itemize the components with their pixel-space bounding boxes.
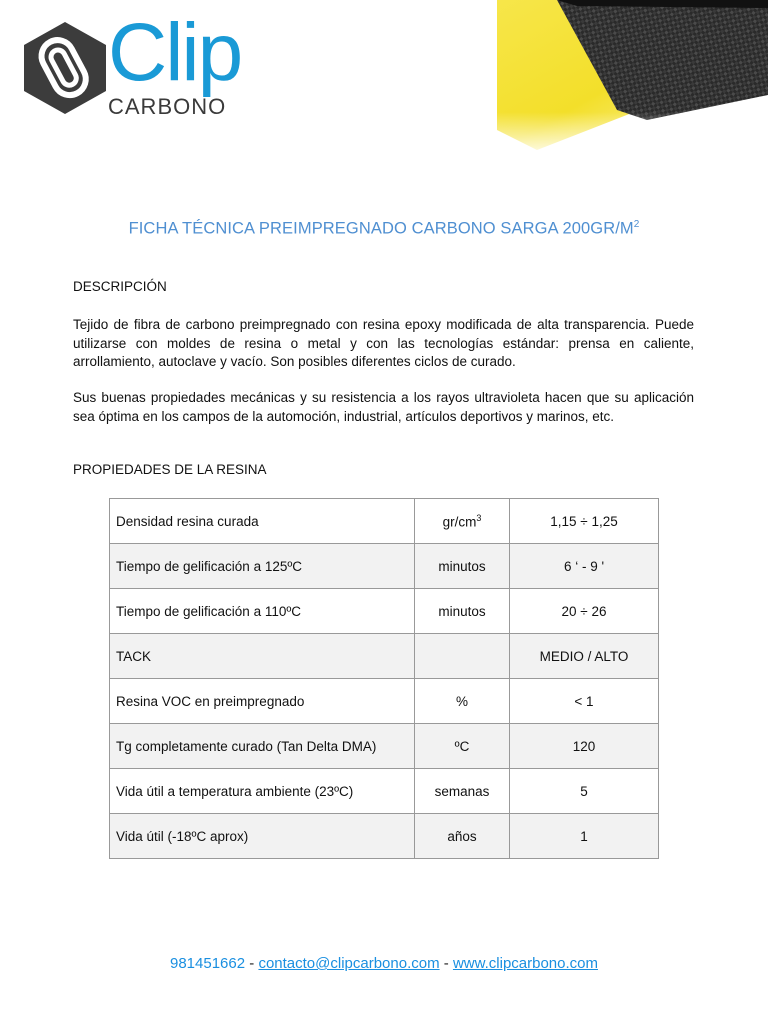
table-row: [110, 634, 659, 679]
table-row: [110, 724, 659, 769]
footer-contact: [0, 955, 768, 972]
footer-email-link[interactable]: contacto@clipcarbono.com: [258, 955, 440, 972]
property-unit: [415, 634, 510, 679]
property-name: Resina VOC en preimpregnado: [110, 679, 415, 724]
property-name: Tiempo de gelificación a 110ºC: [110, 589, 415, 634]
property-name: Densidad resina curada: [110, 499, 415, 544]
table-row: [110, 769, 659, 814]
property-unit: años: [415, 814, 510, 859]
paperclip-icon: [20, 20, 110, 116]
table-row: [110, 499, 659, 544]
property-name: Tg completamente curado (Tan Delta DMA): [110, 724, 415, 769]
properties-heading: PROPIEDADES DE LA RESINA: [73, 462, 267, 477]
property-value: < 1: [510, 679, 659, 724]
description-paragraph-1: Tejido de fibra de carbono preimpregnado con resina epoxy modificada de alta transparencia. Puede utilizarse con moldes de resina o metal y con las tecnologías estándar: prensa en caliente, arrollamiento, autoclave y vacío. Son posibles diferentes ciclos de curado.: [73, 317, 694, 369]
property-unit: ºC: [415, 724, 510, 769]
brand-logo: [20, 7, 290, 119]
property-value: 5: [510, 769, 659, 814]
table-row: [110, 544, 659, 589]
property-name: Vida útil a temperatura ambiente (23ºC): [110, 769, 415, 814]
property-value: 20 ÷ 26: [510, 589, 659, 634]
description-paragraph-2: Sus buenas propiedades mecánicas y su resistencia a los rayos ultravioleta hacen que su aplicación sea óptima en los campos de la automoción, industrial, artículos deportivos y marinos, etc.: [73, 390, 694, 424]
property-name: Tiempo de gelificación a 125ºC: [110, 544, 415, 589]
footer-separator: -: [249, 955, 255, 972]
footer-website-link[interactable]: www.clipcarbono.com: [452, 955, 598, 972]
property-unit: $gr/cm^3$: [415, 499, 510, 544]
brand-subname: CARBONO: [108, 94, 227, 119]
brand-name: Clip: [108, 7, 242, 98]
property-value: 1: [510, 814, 659, 859]
description-heading: DESCRIPCIÓN: [73, 279, 167, 294]
property-value: 120: [510, 724, 659, 769]
property-name: Vida útil (-18ºC aprox): [110, 814, 415, 859]
footer-phone: 981451662: [170, 955, 246, 972]
table-row: [110, 589, 659, 634]
properties-table: [109, 498, 659, 859]
table-row: [110, 679, 659, 724]
property-unit: minutos: [415, 589, 510, 634]
property-name: TACK: [110, 634, 415, 679]
property-value: 1,15 ÷ 1,25: [510, 499, 659, 544]
table-row: [110, 814, 659, 859]
property-unit: %: [415, 679, 510, 724]
footer-separator: -: [443, 955, 449, 972]
page-title: FICHA TÉCNICA PREIMPREGNADO CARBONO SARGA $200GR/M^2$: [128, 219, 640, 238]
property-value: 6 ‘ - 9 ': [510, 544, 659, 589]
carbon-fabric-image: [497, 0, 768, 160]
property-unit: minutos: [415, 544, 510, 589]
property-value: MEDIO / ALTO: [510, 634, 659, 679]
property-unit: semanas: [415, 769, 510, 814]
